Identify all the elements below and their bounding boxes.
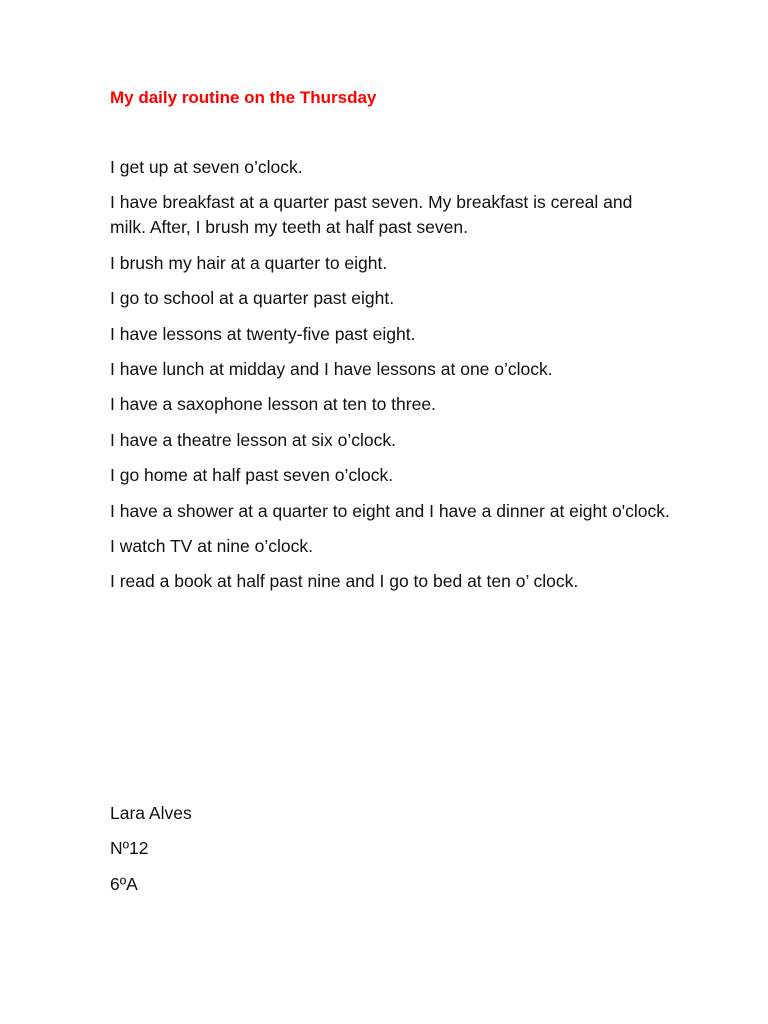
signature-block bbox=[110, 801, 192, 907]
document-title: My daily routine on the Thursday bbox=[110, 88, 377, 107]
paragraph: I have a shower at a quarter to eight and I have a dinner at eight o'clock. bbox=[110, 500, 670, 521]
paragraph: I have a saxophone lesson at ten to three. bbox=[110, 394, 436, 415]
paragraph: I go home at half past seven o’clock. bbox=[110, 465, 394, 486]
document-body bbox=[110, 155, 670, 605]
paragraph: I read a book at half past nine and I go to bed at ten o’ clock. bbox=[110, 571, 579, 592]
paragraph: I have lessons at twenty-five past eight. bbox=[110, 323, 416, 344]
paragraph: I have a theatre lesson at six o’clock. bbox=[110, 429, 396, 450]
author-name: Lara Alves bbox=[110, 803, 192, 823]
paragraph: I watch TV at nine o’clock. bbox=[110, 535, 313, 556]
student-number: Nº12 bbox=[110, 838, 149, 859]
student-class: 6ºA bbox=[110, 873, 138, 894]
paragraph: I go to school at a quarter past eight. bbox=[110, 288, 395, 309]
paragraph: I get up at seven o’clock. bbox=[110, 157, 303, 177]
paragraph: I brush my hair at a quarter to eight. bbox=[110, 252, 388, 273]
paragraph: I have lunch at midday and I have lessons at one o’clock. bbox=[110, 358, 553, 379]
paragraph: I have breakfast at a quarter past seven. My breakfast is cereal and milk. After, I brush my teeth at half past seven. bbox=[110, 192, 633, 238]
